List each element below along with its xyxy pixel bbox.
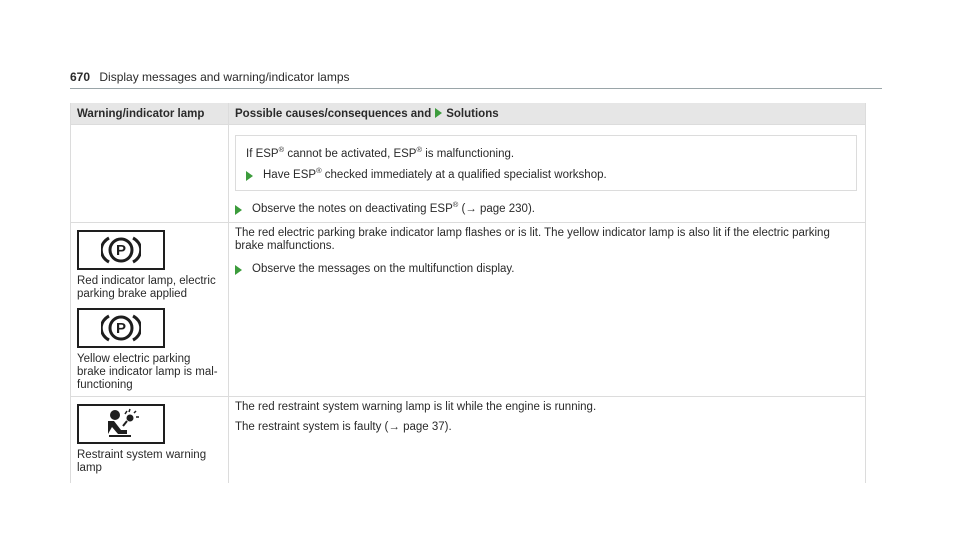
registered-mark: ® xyxy=(452,200,459,210)
svg-text:P: P xyxy=(115,320,127,337)
col-header-causes-prefix: Possible causes/consequences and xyxy=(235,108,432,120)
page-reference: (→ page 230). xyxy=(458,203,535,215)
svg-text:P: P xyxy=(115,242,127,259)
col-header-solutions: Solutions xyxy=(446,108,499,120)
solution-step xyxy=(246,166,846,182)
col-header-lamp: Warning/indicator lamp xyxy=(71,103,229,125)
page-number: 670 xyxy=(70,70,91,84)
table-row xyxy=(71,223,866,397)
info-box xyxy=(235,135,857,191)
lamp-label-red: Red indicator lamp, electric parking brake applied xyxy=(77,275,216,300)
solution-step-text: Have ESP® checked immediately at a qualified specialist workshop. xyxy=(263,166,607,181)
lamp-cell xyxy=(71,223,229,397)
cause-text: The red restraint system warning lamp is lit while the engine is running. xyxy=(235,401,597,413)
parking-brake-icon xyxy=(77,230,165,270)
table-row xyxy=(71,397,866,484)
page-header xyxy=(70,70,350,84)
col-header-causes xyxy=(229,103,866,125)
cause-text: The red electric parking brake indicator lamp flashes or is lit. The yellow indicator lamp is also lit if the electric parking brake malfunctions. xyxy=(235,227,830,252)
parking-brake-icon xyxy=(77,308,165,348)
lamp-label: Restraint system warning lamp xyxy=(77,449,207,474)
info-box-text: If ESP® cannot be activated, ESP® is malfunctioning. xyxy=(246,145,515,160)
header-divider xyxy=(70,88,882,89)
registered-mark: ® xyxy=(416,145,423,155)
registered-mark: ® xyxy=(316,166,322,176)
table-header-row xyxy=(71,103,866,125)
lamp-label-yellow: Yellow electric parking brake indicator lamp is mal- functioning xyxy=(77,353,218,391)
page-title: Display messages and warning/indicator lamps xyxy=(99,70,350,84)
causes-cell xyxy=(229,223,866,397)
solution-step-text: Observe the notes on deactivating ESP® (→ page 230). xyxy=(252,200,535,215)
registered-mark: ® xyxy=(278,145,285,155)
lamp-cell-empty xyxy=(71,125,229,223)
causes-cell xyxy=(229,125,866,223)
warning-lamp-table xyxy=(70,103,866,483)
solution-step xyxy=(235,200,859,216)
causes-cell xyxy=(229,397,866,484)
solution-step-text: Observe the messages on the multifunction display. xyxy=(252,263,515,275)
cause-text: The restraint system is faulty (→ page 37). xyxy=(235,421,452,433)
solution-step xyxy=(235,263,859,276)
triangle-icon xyxy=(235,265,242,275)
triangle-icon xyxy=(435,108,442,118)
triangle-icon xyxy=(235,205,242,215)
lamp-cell xyxy=(71,397,229,484)
airbag-icon xyxy=(77,404,165,444)
triangle-icon xyxy=(246,171,253,181)
table-row xyxy=(71,125,866,223)
